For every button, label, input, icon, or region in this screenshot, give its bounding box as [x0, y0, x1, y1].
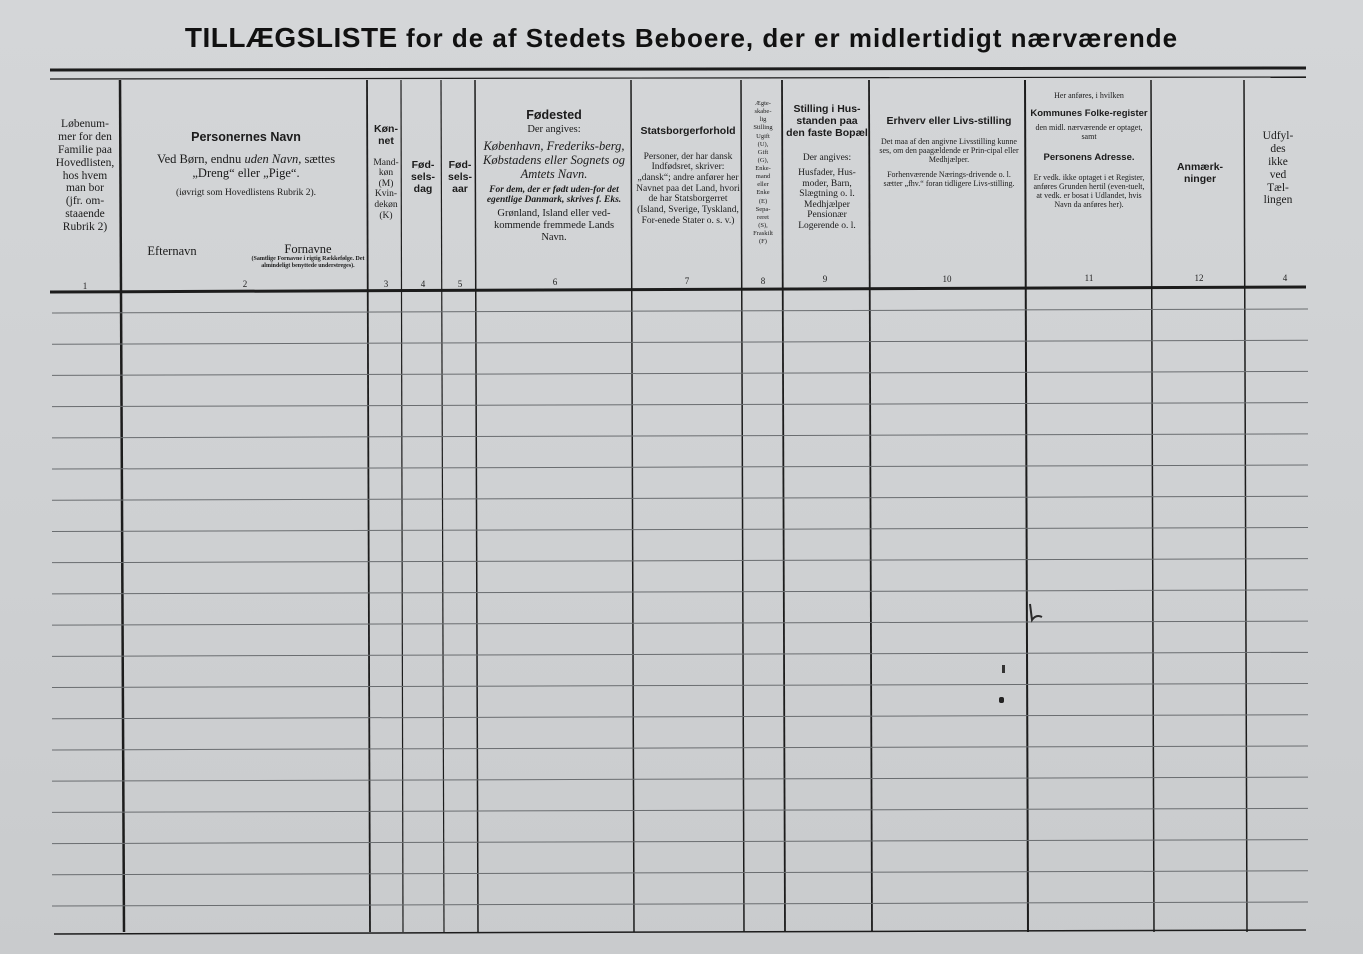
colnum-12: 12	[1194, 273, 1204, 283]
col2-sub2: „Dreng“ eller „Pige“.	[192, 166, 300, 180]
colnum-11: 11	[1084, 273, 1094, 283]
col9-heading: Stilling i Hus-standen paa den faste Bopæl	[786, 103, 868, 139]
col1-line: hos hvem	[62, 169, 108, 182]
col1-text	[52, 118, 118, 234]
entry-row-line	[52, 371, 1308, 375]
colnum-8: 8	[760, 276, 766, 286]
bottom-rule	[54, 930, 1306, 934]
col13-line: ved	[1269, 168, 1287, 181]
entry-row-line	[52, 340, 1308, 344]
entry-row-line	[52, 652, 1308, 656]
col1-line: mer for den	[58, 130, 112, 143]
col8-line: (U),	[757, 140, 769, 148]
col5-line: Fød-	[448, 159, 472, 171]
col3-line: dekøn	[374, 200, 398, 210]
col3-line: Kvin-	[374, 189, 398, 200]
col4-line: sels-	[411, 170, 435, 183]
entry-row-line	[52, 559, 1308, 563]
col12-line: ninger	[1183, 172, 1217, 185]
col8-line: skabe-	[754, 108, 772, 116]
entry-row-line	[52, 684, 1308, 688]
ink-speck	[999, 697, 1004, 703]
col11-header	[1030, 92, 1148, 210]
col8-line: eller	[757, 181, 769, 189]
col1-line: Løbenum-	[61, 118, 109, 130]
col2-heading: Personernes Navn	[191, 130, 301, 144]
col8-line: Sepa-	[755, 205, 771, 213]
col8-line: Ægte-	[755, 100, 771, 107]
col6-sub1: Der angives:	[527, 124, 581, 135]
col13-header	[1250, 130, 1306, 207]
col2-efternavn: Efternavn	[147, 244, 197, 258]
col6-header	[480, 108, 628, 243]
entry-row-line	[52, 808, 1308, 812]
col8-line: lig	[759, 116, 767, 124]
column-divider	[1244, 80, 1247, 932]
col1-line: staaende	[65, 208, 105, 221]
col3-heading: Køn-net	[374, 123, 398, 147]
col10-body1: Det maa af den angivne Livsstilling kunne ses, om den paagældende er Prin-cipal eller Medhjælper.	[879, 136, 1019, 164]
colnum-10: 10	[942, 274, 952, 284]
entry-row-line	[52, 840, 1308, 844]
col11-heading2: Personens Adresse.	[1043, 152, 1135, 164]
col8-line: reret	[757, 213, 769, 221]
col11-mid: den midl. nærværende er optaget, samt	[1035, 122, 1143, 141]
col4-header	[404, 160, 442, 195]
col10-heading: Erhverv eller Livs-stilling	[886, 115, 1012, 127]
col1-line: Familie paa	[58, 143, 112, 156]
col1-header	[52, 118, 118, 234]
col6-heading: Fødested	[526, 108, 582, 122]
entry-row-line	[52, 871, 1308, 875]
colnum-5: 5	[457, 279, 463, 289]
col8-line: Stilling	[753, 124, 773, 132]
col2-fornavne-note: (Samtlige Fornavne i rigtig Rækkefølge. Det almindeligt benyttede understreges).	[251, 256, 365, 269]
col8-line: Enke-	[755, 165, 771, 172]
col5-header	[444, 160, 476, 195]
col4-line: Fød-	[411, 159, 435, 171]
colnum-9: 9	[822, 274, 828, 284]
col8-line: (G),	[757, 156, 769, 164]
colnum-3: 3	[383, 279, 389, 289]
col1-line: man bor	[65, 182, 104, 195]
colnum-1: 1	[82, 281, 88, 291]
col6-sub4: Grønland, Island eller ved-kommende fremmede Lands Navn.	[493, 208, 615, 243]
top-rule	[50, 68, 1306, 70]
entry-row-line	[52, 590, 1308, 594]
col2-header	[128, 130, 364, 199]
column-divider	[120, 80, 124, 932]
col3-line: køn	[378, 168, 394, 179]
col11-body: Er vedk. ikke optaget i et Register, anføres Grunden hertil (even-tuelt, at vedk. er bosat i Udlandet, hvis Navn da anføres her).	[1033, 173, 1145, 209]
pencil-mark	[1022, 600, 1052, 630]
col5-heading	[444, 160, 476, 195]
top-rule-thin	[50, 77, 1306, 79]
entry-row-line	[52, 621, 1308, 625]
col7-heading: Statsborgerforhold	[640, 125, 736, 137]
col8-line: Ugift	[756, 132, 770, 140]
col13-line: ikke	[1268, 155, 1288, 168]
col9-body: Husfader, Hus-moder, Barn, Slægtning o. l. Medhjælper Pensionær Logerende o. l.	[798, 167, 856, 231]
col5-line: aar	[452, 182, 468, 195]
col2-sub1c: sættes	[301, 152, 336, 166]
col11-heading: Kommunes Folke-register	[1030, 107, 1148, 119]
column-divider	[869, 80, 872, 932]
colnum-6: 6	[552, 277, 558, 287]
entry-row-line	[52, 527, 1308, 531]
col6-sub2: København, Frederiks-berg, Købstadens eller Sognets og Amtets Navn.	[482, 138, 625, 181]
entry-row-line	[52, 496, 1308, 500]
col8-line: (S),	[758, 221, 768, 229]
entry-row-lines	[52, 309, 1308, 906]
column-divider	[475, 80, 478, 932]
col4-line: dag	[413, 182, 433, 195]
col4-heading	[404, 160, 442, 195]
col8-line: Enke	[756, 189, 770, 197]
colnum-13: 4	[1282, 273, 1288, 283]
entry-row-line	[52, 309, 1308, 313]
col7-body: Personer, der har dansk Indfødsret, skriver: „dansk“; andre anfører her Navnet paa det Land, hvori de har Statsborgerret (Island, Sverige, Tyskland, For-enede Stater o. s. v.)	[636, 151, 740, 226]
col2-sub1a: Ved Børn, endnu	[156, 152, 245, 166]
col7-header	[634, 126, 742, 226]
ink-speck	[1002, 665, 1005, 673]
col8-line: Fraskilt	[753, 230, 773, 237]
col8-line: Gift	[757, 148, 769, 156]
col6-sub3: For dem, der er født uden-for det egentlige Danmark, skrives f. Eks.	[486, 184, 622, 206]
col1-line: (jfr. om-	[65, 195, 105, 208]
colnum-2: 2	[242, 279, 248, 289]
col13-line: Udfyl-	[1262, 130, 1294, 142]
colnum-4: 4	[420, 279, 426, 289]
col9-header	[786, 104, 868, 232]
column-divider	[1151, 80, 1154, 932]
entry-row-line	[52, 403, 1308, 407]
col3-line: (M)	[378, 178, 394, 189]
colnum-7: 7	[684, 276, 690, 286]
entry-row-line	[52, 902, 1308, 906]
col11-pre: Her anføres, i hvilken	[1054, 91, 1124, 100]
col10-body2: Forhenværende Nærings-drivende o. l. sætter „fhv.“ foran tidligere Livs-stilling.	[883, 169, 1015, 188]
column-divider	[782, 80, 785, 932]
col2-sub1	[128, 152, 364, 166]
col12-line: Anmærk-	[1176, 161, 1224, 173]
entry-row-line	[52, 746, 1308, 750]
col2-sub3: (iøvrigt som Hovedlistens Rubrik 2).	[175, 188, 317, 198]
col8-text	[744, 100, 782, 246]
entry-row-line	[52, 434, 1308, 438]
col12-header	[1156, 162, 1244, 186]
col8-header	[744, 100, 782, 246]
entry-row-line	[52, 715, 1308, 719]
col9-sub1: Der angives:	[802, 153, 852, 164]
col2-sub1b: uden Navn,	[244, 152, 302, 166]
form-title-main: TILLÆGSLISTE	[184, 22, 398, 53]
col1-line: Rubrik 2)	[62, 221, 108, 233]
col13-line: des	[1270, 142, 1286, 155]
col1-line: Hovedlisten,	[55, 156, 115, 169]
col13-text	[1250, 130, 1306, 207]
form-title-rest: for de af Stedets Beboere, der er midlertidigt nærværende	[397, 23, 1179, 53]
col2-fornavne: Fornavne	[284, 242, 332, 256]
col3-body	[370, 158, 402, 222]
column-divider	[441, 80, 444, 932]
entry-row-line	[52, 465, 1308, 469]
column-divider	[1025, 80, 1028, 932]
col3-header	[370, 124, 402, 221]
col13-line: lingen	[1263, 194, 1293, 207]
col10-header	[878, 116, 1020, 189]
col8-line: (F)	[759, 238, 767, 246]
col3-line: Mand-	[373, 157, 399, 168]
col13-line: Tæl-	[1267, 181, 1289, 194]
col12-heading	[1156, 162, 1244, 186]
col8-line: (E)	[758, 197, 768, 205]
col8-line: mand	[755, 173, 771, 181]
col3-line: (K)	[379, 210, 393, 221]
col5-line: sels-	[448, 170, 472, 183]
entry-row-line	[52, 777, 1308, 781]
